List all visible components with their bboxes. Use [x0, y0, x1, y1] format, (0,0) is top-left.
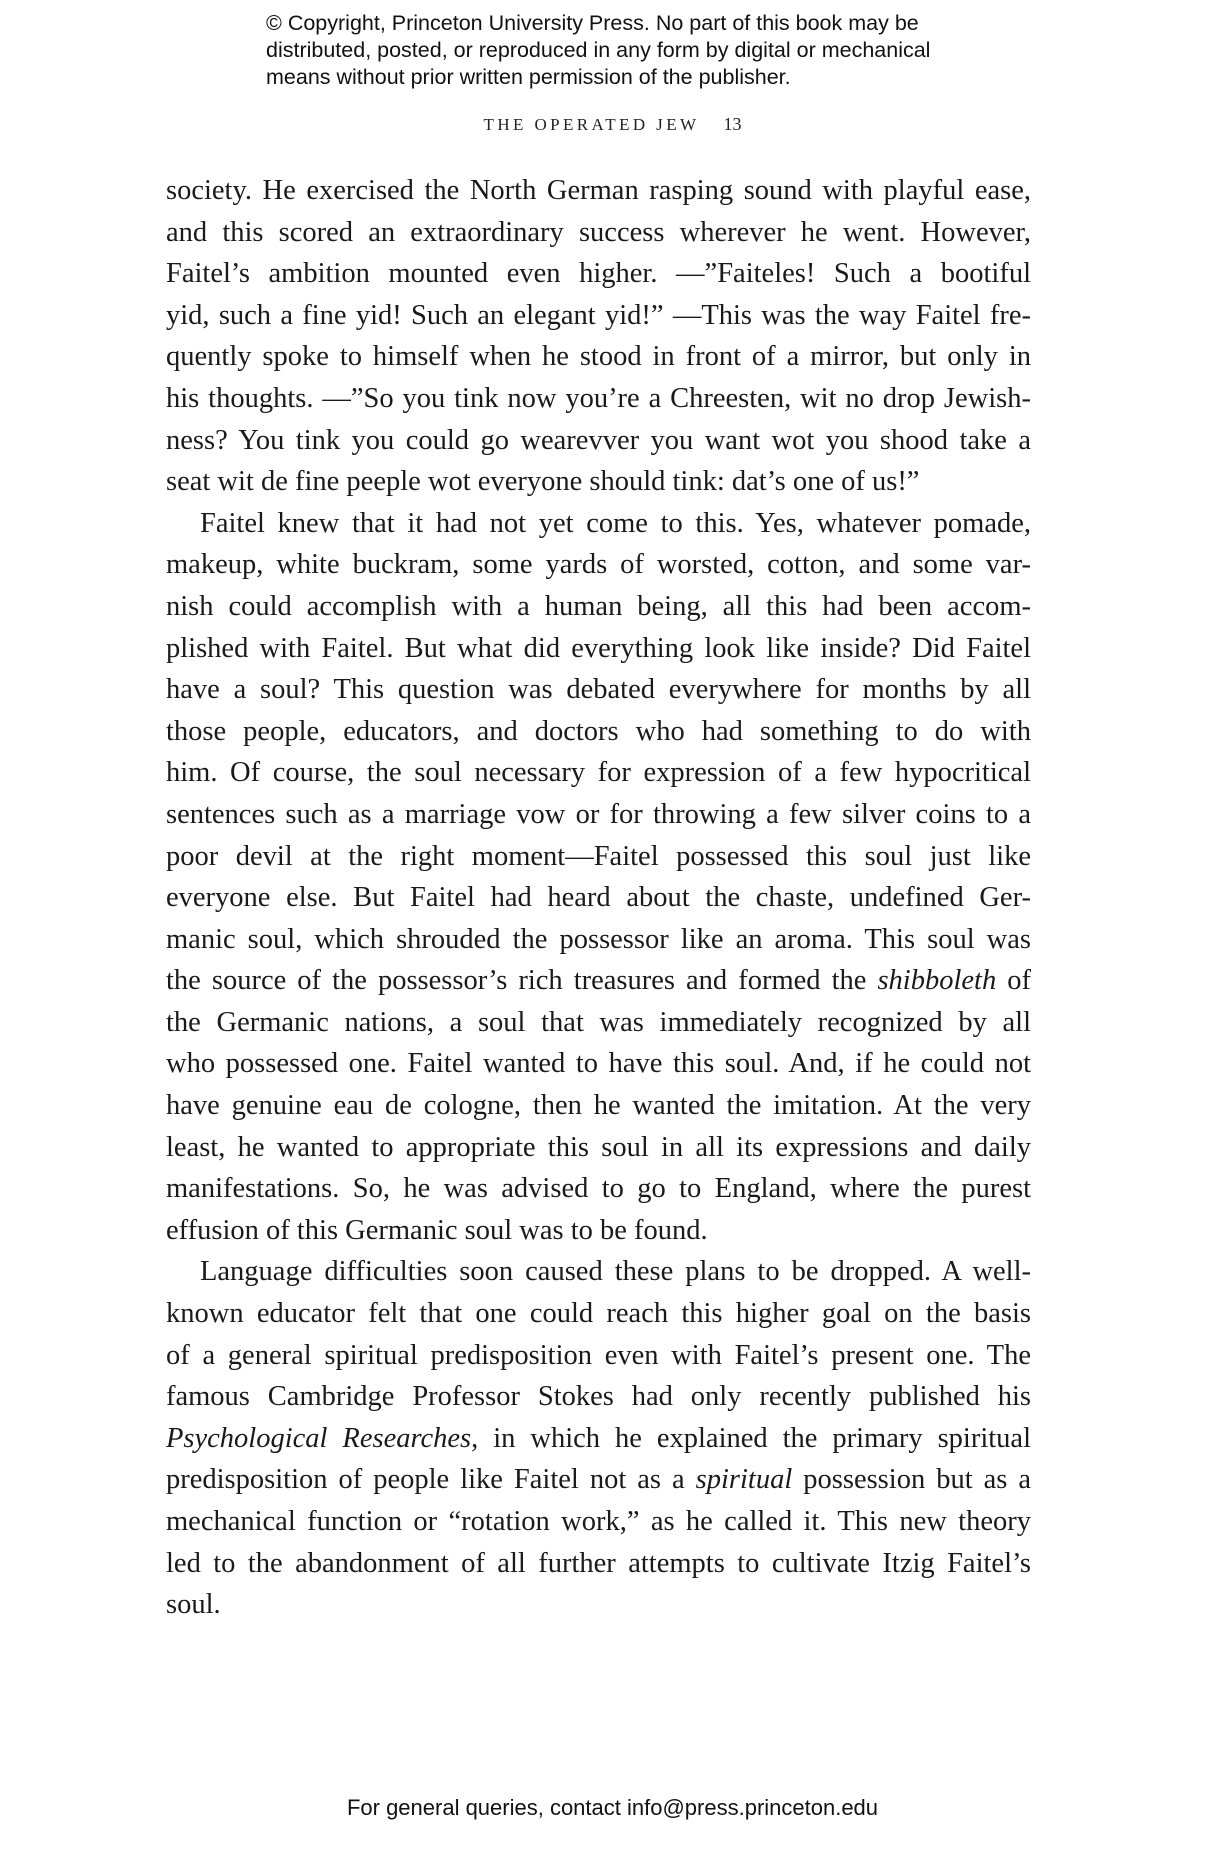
- text-line: everyone else. But Faitel had heard about the chaste, undefined Ger-: [166, 882, 1031, 914]
- text-span: predisposition of people like Faitel not as a: [166, 1464, 696, 1496]
- text-line: known educator felt that one could reach this higher goal on the basis: [166, 1298, 1031, 1330]
- text-line: [166, 960, 1031, 1002]
- running-head-title: THE OPERATED JEW: [483, 115, 700, 134]
- text-line: least, he wanted to appropriate this soul in all its expressions and daily: [166, 1131, 1031, 1163]
- text-line: seat wit de fine peeple wot everyone should tink: dat’s one of us!”: [166, 466, 920, 498]
- copyright-line: distributed, posted, or reproduced in any form by digital or mechanical: [266, 38, 931, 62]
- text-line: makeup, white buckram, some yards of worsted, cotton, and some var-: [166, 549, 1031, 581]
- italic-text: Psychological Researches: [166, 1422, 472, 1454]
- text-line: manifestations. So, he was advised to go to England, where the purest: [166, 1173, 1031, 1205]
- text-line: nish could accomplish with a human being, all this had been accom-: [166, 590, 1031, 622]
- text-span: , in which he explained the primary spiritual: [471, 1422, 1031, 1454]
- text-line: quently spoke to himself when he stood in front of a mirror, but only in: [166, 341, 1031, 373]
- italic-text: shibboleth: [877, 965, 997, 997]
- text-line: effusion of this Germanic soul was to be found.: [166, 1214, 708, 1246]
- text-line: have a soul? This question was debated everywhere for months by all: [166, 674, 1031, 706]
- text-line: poor devil at the right moment—Faitel possessed this soul just like: [166, 840, 1031, 872]
- page-number: 13: [723, 114, 742, 134]
- text-line: mechanical function or “rotation work,” as he called it. This new theory: [166, 1506, 1031, 1537]
- text-line: [166, 1459, 1031, 1501]
- text-line: society. He exercised the North German rasping sound with playful ease,: [166, 175, 1031, 206]
- copyright-line: means without prior written permission of the publisher.: [266, 65, 791, 89]
- text-line: who possessed one. Faitel wanted to have this soul. And, if he could not: [166, 1048, 1031, 1080]
- text-line: his thoughts. —”So you tink now you’re a Chreesten, wit no drop Jewish-: [166, 382, 1031, 414]
- text-line: plished with Faitel. But what did everything look like inside? Did Faitel: [166, 632, 1031, 664]
- body-text: [166, 170, 1031, 1626]
- paragraph: [166, 503, 1031, 1252]
- text-line: of a general spiritual predisposition even with Faitel’s present one. The: [166, 1339, 1031, 1371]
- text-span: possession but as a: [792, 1464, 1032, 1496]
- text-line: ness? You tink you could go wearevver you want wot you shood take a: [166, 424, 1031, 456]
- running-head: [0, 114, 1225, 135]
- text-line: soul.: [166, 1589, 221, 1621]
- text-span: the source of the possessor’s rich treasures and formed the: [166, 965, 878, 997]
- text-line: have genuine eau de cologne, then he wanted the imitation. At the very: [166, 1090, 1031, 1122]
- text-line: led to the abandonment of all further attempts to cultivate Itzig Faitel’s: [166, 1547, 1031, 1579]
- text-line: manic soul, which shrouded the possessor like an aroma. This soul was: [166, 923, 1031, 955]
- text-line: [166, 1418, 1031, 1460]
- text-line: those people, educators, and doctors who had something to do with: [166, 715, 1031, 747]
- copyright-line: © Copyright, Princeton University Press. No part of this book may be: [266, 11, 919, 35]
- text-line: yid, such a fine yid! Such an elegant yid!” —This was the way Faitel fre-: [166, 299, 1031, 331]
- text-line: sentences such as a marriage vow or for throwing a few silver coins to a: [166, 798, 1031, 830]
- paragraph: [166, 1251, 1031, 1625]
- paragraph: [166, 170, 1031, 503]
- text-line: the Germanic nations, a soul that was immediately recognized by all: [166, 1006, 1031, 1038]
- text-line: Language difficulties soon caused these plans to be dropped. A well-: [200, 1256, 1031, 1288]
- copyright-notice: [266, 10, 986, 91]
- footer-contact: For general queries, contact info@press.princeton.edu: [346, 1795, 879, 1820]
- text-span: of: [996, 965, 1031, 997]
- italic-text: spiritual: [695, 1464, 793, 1496]
- text-line: famous Cambridge Professor Stokes had only recently published his: [166, 1381, 1031, 1413]
- text-line: Faitel knew that it had not yet come to this. Yes, whatever pomade,: [200, 507, 1031, 539]
- text-line: him. Of course, the soul necessary for expression of a few hypocritical: [166, 757, 1031, 789]
- text-line: Faitel’s ambition mounted even higher. —”Faiteles! Such a bootiful: [166, 258, 1031, 290]
- text-line: and this scored an extraordinary success wherever he went. However,: [166, 216, 1031, 248]
